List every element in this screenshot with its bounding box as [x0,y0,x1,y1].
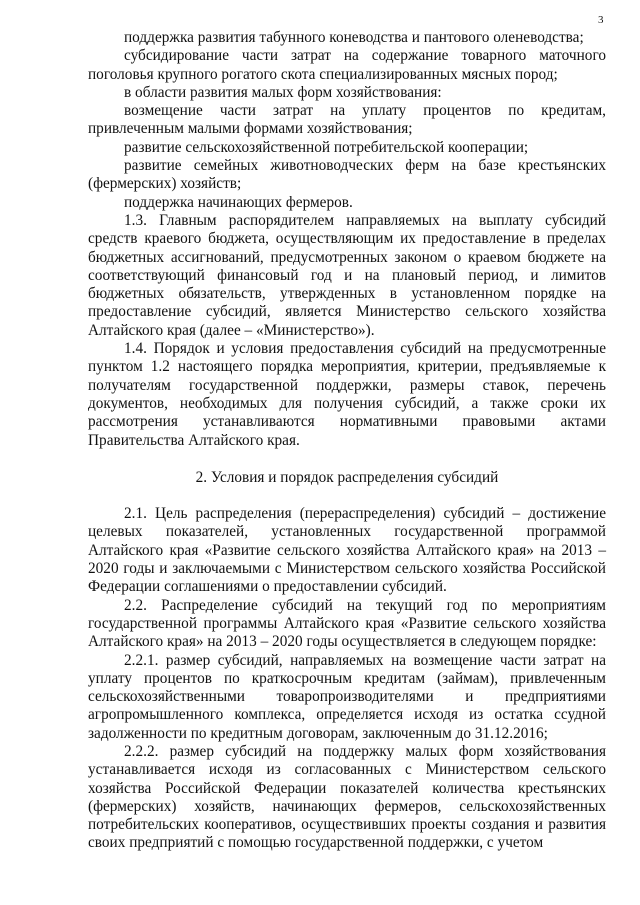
document-body [88,29,606,853]
paragraphs-before [88,29,606,450]
section-heading: 2. Условия и порядок распределения субсидий [195,468,499,486]
paragraph: поддержка начинающих фермеров. [124,193,353,211]
paragraph: 2.2.1. размер субсидий, направляемых на возмещение части затрат на уплату процентов по краткосрочным кредитам (займам), привлеченным сельскохозяйственными товаропроизводителями и предприятиями агропромышленного комплекса, определяется исходя из остатка ссудной задолженности по кредитным договорам, заключенным до 31.12.2016; [88,651,606,742]
page-number: 3 [598,14,604,26]
paragraph: развитие сельскохозяйственной потребительской кооперации; [124,138,529,156]
paragraph: субсидирование части затрат на содержание товарного маточного поголовья крупного рогатого скота специализированных мясных пород; [88,47,606,83]
paragraph: поддержка развития табунного коневодства и пантового оленеводства; [124,29,584,46]
paragraph: 2.2. Распределение субсидий на текущий год по мероприятиям государственной программы Алтайского края «Развитие сельского хозяйства Алтайского края» на 2013 – 2020 годы осуществляется в следующем порядке: [88,596,606,651]
paragraphs-after [88,505,606,853]
paragraph: 2.1. Цель распределения (перераспределения) субсидий – достижение целевых показателей, установленных государственной программой Алтайского края «Развитие сельского хозяйства Алтайского края» на 2013 – 2020 годы и заключаемыми с Министерством сельского хозяйства Российской Федерации соглашениями о предоставлении субсидий. [88,505,606,596]
paragraph: 1.3. Главным распорядителем направляемых на выплату субсидий средств краевого бюджета, осуществляющим их предоставление в пределах бюджетных ассигнований, предусмотренных законом о краевом бюджете на соответствующий финансовый год и на плановый период, и лимитов бюджетных обязательств, утвержденных в установленном порядке на предоставление субсидий, является Министерство сельского хозяйства Алтайского края (далее – «Министерство»). [88,211,606,339]
paragraph: развитие семейных животноводческих ферм на базе крестьянских (фермерских) хозяйств; [88,157,606,193]
paragraph: в области развития малых форм хозяйствования: [124,83,442,101]
paragraph: возмещение части затрат на уплату процентов по кредитам, привлеченным малыми формами хозяйствования; [88,102,606,138]
paragraph: 2.2.2. размер субсидий на поддержку малых форм хозяйствования устанавливается исходя из согласованных с Министерством сельского хозяйства Российской Федерации показателей количества крестьянских (фермерских) хозяйств, начинающих фермеров, сельскохозяйственных потребительских кооперативов, осуществивших проекты создания и развития своих предприятий с помощью государственной поддержки, с учетом [88,742,606,852]
paragraph: 1.4. Порядок и условия предоставления субсидий на предусмотренные пунктом 1.2 настоящего порядка мероприятия, критерии, предъявляемые к получателям государственной поддержки, размеры ставок, перечень документов, необходимых для получения субсидий, а также сроки их рассмотрения устанавливаются нормативными правовыми актами Правительства Алтайского края. [88,340,606,449]
